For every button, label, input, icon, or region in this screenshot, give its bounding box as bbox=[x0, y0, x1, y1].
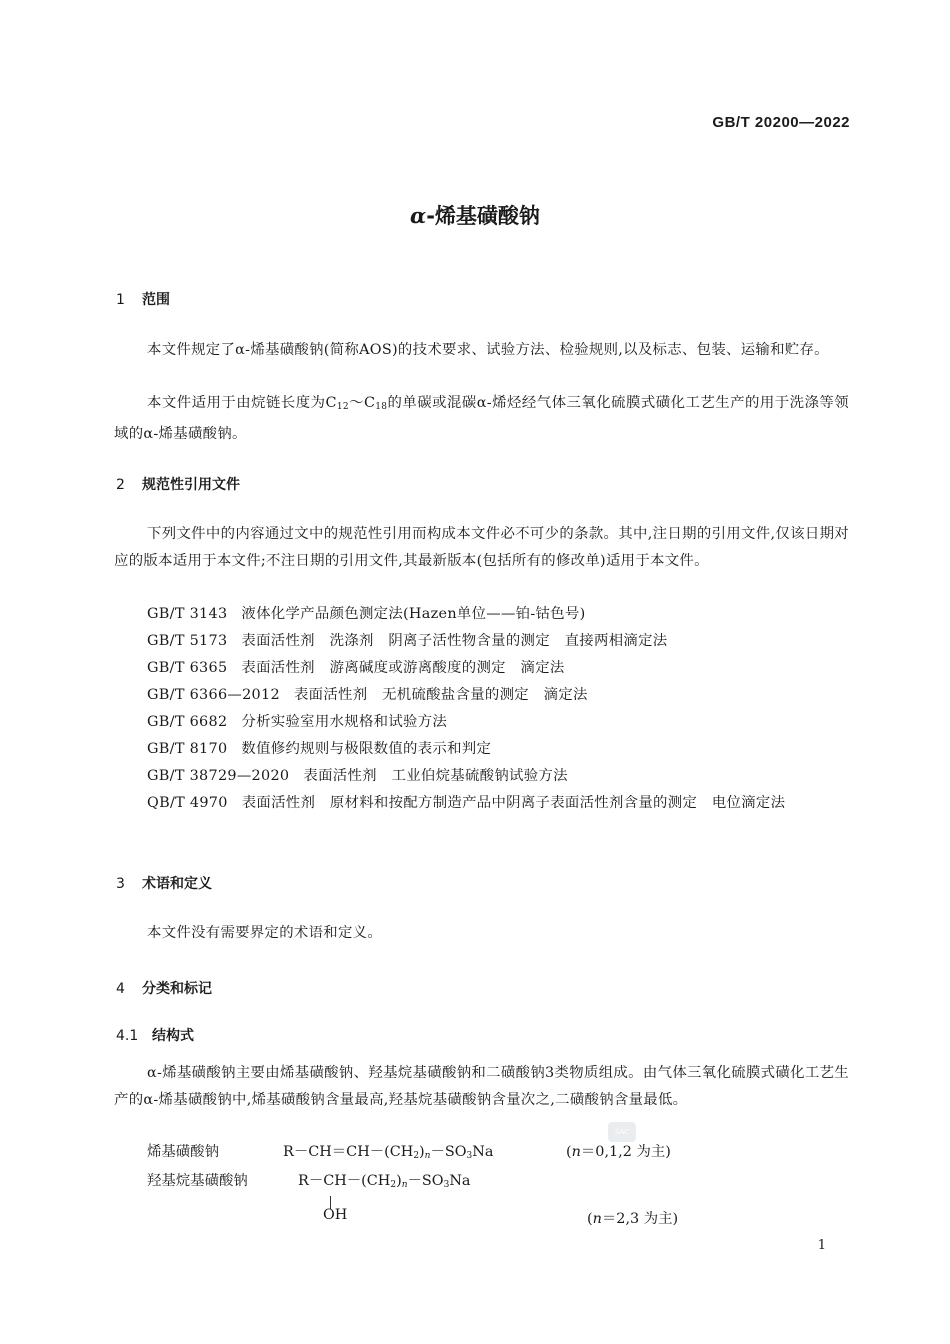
reference-code: GB/T 6366—2012 bbox=[147, 687, 280, 703]
formula-note bbox=[566, 1140, 671, 1161]
reference-code: GB/T 3143 bbox=[147, 606, 228, 622]
paragraph: 本文件规定了α-烯基磺酸钠(简称AOS)的技术要求、试验方法、检验规则,以及标志、包装、运输和贮存。 bbox=[147, 342, 829, 358]
hydroxyl-group: OH bbox=[323, 1207, 348, 1223]
sac-watermark: SAC bbox=[608, 1122, 636, 1142]
subscript: 18 bbox=[375, 402, 388, 412]
note-variable: n bbox=[571, 1144, 581, 1160]
structural-formula bbox=[283, 1140, 493, 1161]
document-title bbox=[0, 200, 950, 230]
note-part: ＝2,3 为主) bbox=[601, 1211, 679, 1227]
subscript: n bbox=[424, 1151, 431, 1161]
formula-part: Na bbox=[472, 1144, 494, 1160]
text: 的单碳或混碳α-烯烃经气体三氧化硫膜式磺化工艺生产的用于洗涤等领域的α-烯基磺酸钠。 bbox=[114, 395, 849, 442]
reference-code: GB/T 8170 bbox=[147, 741, 228, 757]
section-number: 2 bbox=[116, 477, 125, 493]
reference-item bbox=[147, 682, 588, 709]
subscript: 12 bbox=[336, 402, 349, 412]
text: ～C bbox=[348, 395, 376, 411]
text: 本文件适用于由烷链长度为C bbox=[147, 395, 337, 411]
formula-part: ) bbox=[396, 1173, 402, 1189]
reference-title: 数值修约规则与极限数值的表示和判定 bbox=[241, 741, 492, 757]
formula-label: 烯基磺酸钠 bbox=[147, 1144, 219, 1160]
section-title: 分类和标记 bbox=[142, 981, 212, 997]
formula-part: R－CH＝CH－(CH bbox=[283, 1144, 414, 1160]
subscript: n bbox=[401, 1180, 408, 1190]
reference-item bbox=[147, 736, 491, 763]
reference-title: 分析实验室用水规格和试验方法 bbox=[241, 714, 448, 730]
paragraph bbox=[114, 390, 849, 447]
section-number: 3 bbox=[116, 876, 125, 892]
standard-number: GB/T 20200—2022 bbox=[712, 114, 850, 131]
formula-part: －SO bbox=[430, 1144, 467, 1160]
paragraph: 下列文件中的内容通过文中的规范性引用而构成本文件必不可少的条款。其中,注日期的引用文件,仅该日期对应的版本适用于本文件;不注日期的引用文件,其最新版本(包括所有的修改单)适用于本文件。 bbox=[114, 526, 849, 569]
formula-part: R－CH－(CH bbox=[298, 1173, 391, 1189]
reference-code: GB/T 38729—2020 bbox=[147, 768, 290, 784]
formula-part: Na bbox=[449, 1173, 471, 1189]
reference-item bbox=[147, 655, 565, 682]
reference-item bbox=[147, 628, 667, 655]
section-2-heading bbox=[116, 474, 240, 494]
reference-code: GB/T 6682 bbox=[147, 714, 228, 730]
formula-note bbox=[587, 1207, 678, 1228]
section-3-heading bbox=[116, 873, 212, 893]
reference-title: 表面活性剂 无机硫酸盐含量的测定 滴定法 bbox=[293, 687, 588, 703]
reference-item bbox=[147, 709, 447, 736]
formula-part: －SO bbox=[407, 1173, 444, 1189]
reference-title: 液体化学产品颜色测定法(Hazen单位——铂-钴色号) bbox=[241, 606, 586, 622]
reference-title: 表面活性剂 工业伯烷基硫酸钠试验方法 bbox=[303, 768, 568, 784]
formula-part: ) bbox=[419, 1144, 425, 1160]
reference-title: 表面活性剂 游离碱度或游离酸度的测定 滴定法 bbox=[241, 660, 565, 676]
note-part: ＝0,1,2 为主) bbox=[580, 1144, 671, 1160]
title-text: -烯基磺酸钠 bbox=[426, 204, 540, 228]
section-number: 4 bbox=[116, 981, 125, 997]
paragraph: 本文件没有需要界定的术语和定义。 bbox=[147, 925, 383, 941]
reference-title: 表面活性剂 原材料和按配方制造产品中阴离子表面活性剂含量的测定 电位滴定法 bbox=[241, 795, 786, 811]
reference-item bbox=[147, 763, 568, 790]
section-number: 1 bbox=[116, 292, 125, 308]
subscript: 2 bbox=[413, 1151, 420, 1161]
subsection-number: 4.1 bbox=[116, 1028, 139, 1044]
section-1-heading bbox=[116, 289, 170, 309]
section-title: 术语和定义 bbox=[142, 876, 212, 892]
reference-code: QB/T 4970 bbox=[147, 795, 228, 811]
subsection-title: 结构式 bbox=[152, 1028, 194, 1044]
page-number: 1 bbox=[817, 1238, 826, 1253]
formula-label: 羟基烷基磺酸钠 bbox=[147, 1173, 248, 1189]
paragraph: α-烯基磺酸钠主要由烯基磺酸钠、羟基烷基磺酸钠和二磺酸钠3类物质组成。由气体三氧化硫膜式磺化工艺生产的α-烯基磺酸钠中,烯基磺酸钠含量最高,羟基烷基磺酸钠含量次之,二磺酸钠含量最低。 bbox=[114, 1065, 849, 1108]
subsection-4-1-heading bbox=[116, 1025, 194, 1045]
subscript: 3 bbox=[443, 1180, 450, 1190]
section-title: 范围 bbox=[142, 292, 170, 308]
section-title: 规范性引用文件 bbox=[142, 477, 240, 493]
note-variable: n bbox=[592, 1211, 602, 1227]
subscript: 3 bbox=[466, 1151, 473, 1161]
section-4-heading bbox=[116, 978, 212, 998]
reference-code: GB/T 5173 bbox=[147, 633, 228, 649]
reference-item bbox=[114, 790, 849, 817]
reference-title: 表面活性剂 洗涤剂 阴离子活性物含量的测定 直接两相滴定法 bbox=[241, 633, 668, 649]
note-part: ( bbox=[587, 1211, 593, 1227]
note-part: ( bbox=[566, 1144, 572, 1160]
structural-formula bbox=[298, 1169, 470, 1190]
title-alpha: α bbox=[410, 203, 427, 228]
reference-item bbox=[147, 601, 586, 628]
reference-code: GB/T 6365 bbox=[147, 660, 228, 676]
subscript: 2 bbox=[390, 1180, 397, 1190]
